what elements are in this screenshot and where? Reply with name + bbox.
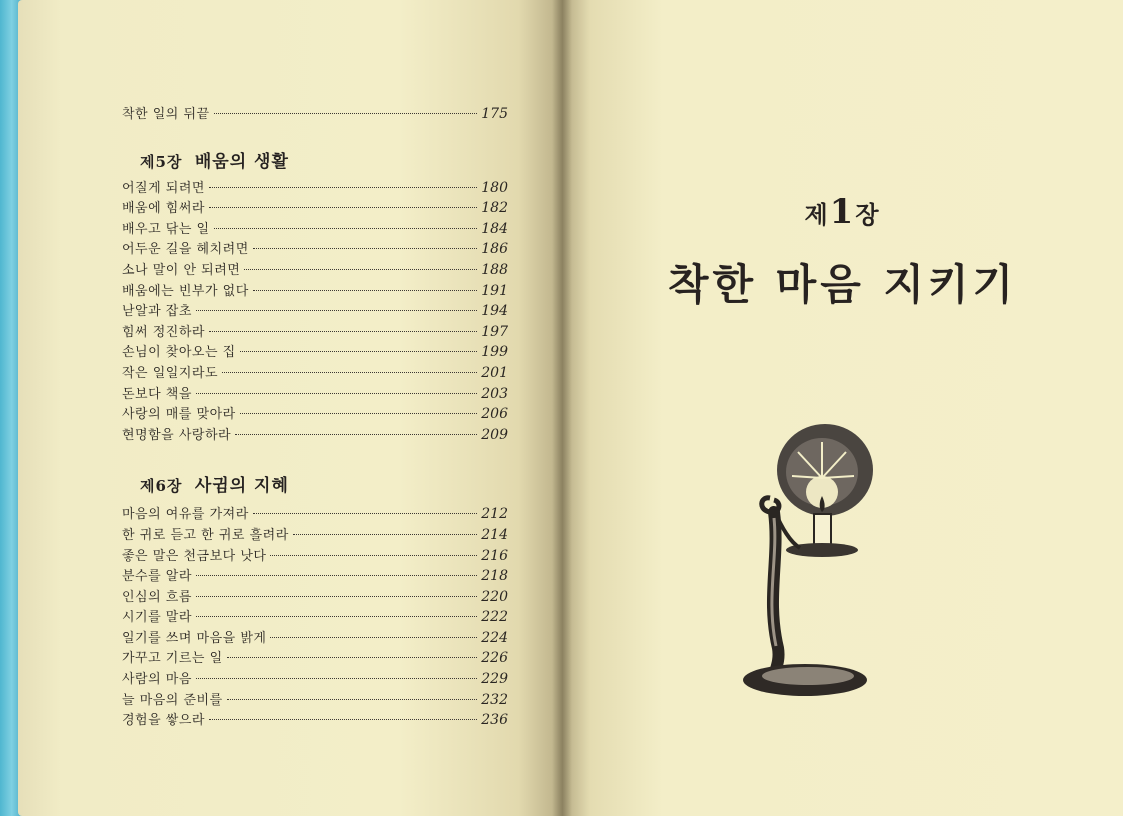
toc-entry [122,363,508,384]
toc-entry [122,198,508,219]
chapter5-title: 배움의 생활 [194,151,289,172]
toc-entry-title: 작은 일일지라도 [122,365,219,381]
toc-entry-page: 222 [481,609,508,626]
candle-lamp-illustration [730,418,880,708]
toc-entry [122,504,508,525]
dot-leader [270,637,477,638]
toc-entry-page: 206 [481,406,508,423]
toc-entry [122,669,508,690]
chapter6-title: 사귐의 지혜 [194,476,289,497]
toc-entry [122,239,508,260]
toc-entry-page: 203 [481,385,508,402]
toc-entry [122,628,508,649]
dot-leader [196,678,477,679]
toc-entry [122,104,508,125]
chapter6-label: 제6장 [140,477,183,496]
toc-entry-title: 일기를 쓰며 마음을 밝게 [122,630,267,646]
dot-leader [209,331,477,332]
candle-body [814,514,831,546]
toc-entry-page: 201 [481,364,508,381]
toc-entry-title: 사랑의 매를 맞아라 [122,407,236,423]
dot-leader [227,657,478,658]
toc-entry-page: 184 [481,220,508,237]
chapter6-heading [140,471,508,496]
toc-entry-page: 216 [481,547,508,564]
toc-entry-title: 마음의 여유를 가져라 [122,507,249,523]
dot-leader [227,699,478,700]
toc-entry-page: 175 [481,106,508,122]
dot-leader [214,113,478,114]
toc-entry-page: 188 [481,261,508,278]
toc-entry [122,690,508,711]
toc-entry-title: 배움에는 빈부가 없다 [122,283,249,299]
dot-leader [214,228,478,229]
lamp-base-top [762,667,854,685]
dot-leader [222,372,477,373]
chapter5-label: 제5장 [140,152,183,171]
toc-entry-title: 분수를 알라 [122,569,192,585]
toc-entry-title: 힘써 정진하라 [122,324,205,340]
toc-entry-title: 낟알과 잡초 [122,304,192,320]
toc-entry-title: 어질게 되려면 [122,180,205,196]
toc-entry [122,384,508,405]
toc-entry-page: 194 [481,303,508,320]
dot-leader [235,434,477,435]
dot-leader [253,290,477,291]
toc-entry-page: 236 [481,712,508,729]
toc-entry [122,648,508,669]
table-of-contents [122,104,508,731]
toc-entry-title: 돈보다 책을 [122,386,192,402]
toc-entry-page: 197 [481,323,508,340]
toc-entry [122,587,508,608]
chapter5-entries [122,178,508,446]
toc-entry [122,525,508,546]
dot-leader [209,719,477,720]
toc-entry-page: 214 [481,526,508,543]
toc-entry-title: 어두운 길을 헤치려면 [122,242,249,258]
dot-leader [196,575,477,576]
toc-entry-page: 191 [481,282,508,299]
chapter-number: 1 [829,192,856,232]
dot-leader [253,513,477,514]
dot-leader [209,187,477,188]
dot-leader [196,393,477,394]
toc-entry-page: 199 [481,344,508,361]
toc-entry-title: 배우고 닦는 일 [122,221,210,237]
toc-entry-title: 늘 마음의 준비를 [122,692,223,708]
toc-entry-title: 소나 말이 안 되려면 [122,262,241,278]
toc-entry-page: 186 [481,241,508,258]
toc-entry [122,607,508,628]
chapter6-entries [122,504,508,731]
dot-leader [244,269,477,270]
toc-entry-page: 182 [481,200,508,217]
toc-entry-title: 한 귀로 듣고 한 귀로 흘려라 [122,527,289,543]
chapter5-heading [140,147,508,172]
toc-entry [122,260,508,281]
toc-entry-page: 218 [481,568,508,585]
toc-entry [122,281,508,302]
toc-entry-title: 좋은 말은 천금보다 낫다 [122,548,267,564]
dot-leader [293,534,477,535]
toc-entry-page: 232 [481,691,508,708]
dot-leader [209,207,477,208]
toc-entry-title: 착한 일의 뒤끝 [122,107,210,122]
toc-entry-page: 180 [481,179,508,196]
book-gutter [552,0,572,816]
dot-leader [196,310,477,311]
toc-entry [122,404,508,425]
dot-leader [196,596,477,597]
toc-entry-title: 현명함을 사랑하라 [122,427,232,443]
chapter-title: 착한 마음 지키기 [667,260,1018,309]
toc-entry-page: 212 [481,506,508,523]
toc-entry-page: 229 [481,671,508,688]
toc-entry [122,178,508,199]
toc-entry-page: 226 [481,650,508,667]
toc-entry-title: 손님이 찾아오는 집 [122,345,236,361]
toc-entry [122,546,508,567]
dot-leader [196,616,477,617]
toc-entry [122,710,508,731]
chapter-prefix: 제 [804,200,830,229]
toc-entry [122,425,508,446]
toc-entry [122,219,508,240]
toc-entry-title: 인심의 흐름 [122,589,192,605]
toc-entry-title: 경험을 쌓으라 [122,713,205,729]
toc-entry [122,301,508,322]
chapter-suffix: 장 [855,200,881,229]
toc-entry-title: 가꾸고 기르는 일 [122,651,223,667]
dot-leader [240,351,478,352]
toc-entry-page: 209 [481,426,508,443]
chapter-number-heading [562,192,1123,232]
dot-leader [270,555,477,556]
toc-entry-title: 사람의 마음 [122,672,192,688]
dot-leader [253,248,477,249]
toc-entry-title: 시기를 말라 [122,610,192,626]
toc-entry [122,342,508,363]
toc-entry [122,566,508,587]
toc-entry-page: 224 [481,629,508,646]
toc-entry-title: 배움에 힘써라 [122,201,205,217]
toc-entry [122,322,508,343]
dot-leader [240,413,478,414]
toc-entry-page: 220 [481,588,508,605]
